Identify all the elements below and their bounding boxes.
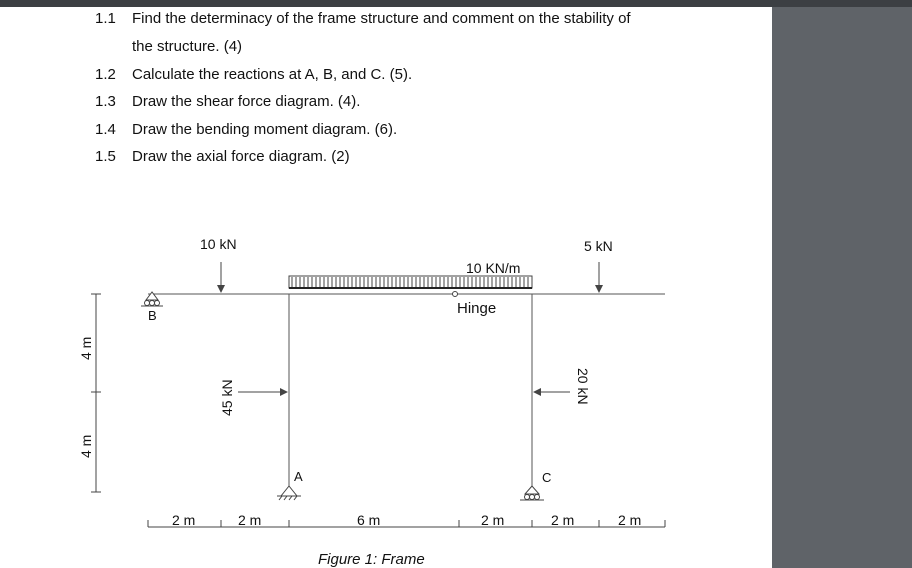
dimension-label-2m: 2 m bbox=[238, 512, 262, 528]
dimension-label-4m-lower: 4 m bbox=[78, 434, 94, 458]
point-load-arrow-2 bbox=[595, 262, 603, 293]
question-number: 1.5 bbox=[95, 148, 116, 165]
dimension-label-2m: 2 m bbox=[551, 512, 575, 528]
dimension-label-2m: 2 m bbox=[618, 512, 642, 528]
figure-caption: Figure 1: Frame bbox=[318, 551, 425, 568]
dimension-label-6m: 6 m bbox=[357, 512, 381, 528]
horizontal-load-arrow-1 bbox=[238, 388, 288, 396]
question-text: Draw the bending moment diagram. (6). bbox=[132, 121, 398, 138]
question-number: 1.2 bbox=[95, 66, 116, 83]
question-text: Draw the shear force diagram. (4). bbox=[132, 93, 361, 110]
viewer-top-bar bbox=[0, 0, 912, 7]
support-c-roller bbox=[520, 486, 544, 500]
load-label-45kn: 45 kN bbox=[219, 379, 235, 416]
hinge-label: Hinge bbox=[457, 300, 497, 317]
load-label-10kn: 10 kN bbox=[200, 236, 237, 252]
hinge-circle bbox=[453, 292, 458, 297]
load-label-20kn: 20 kN bbox=[575, 368, 591, 405]
udl-load bbox=[289, 276, 532, 288]
support-label-a: A bbox=[294, 469, 303, 484]
document-page bbox=[0, 7, 772, 568]
support-label-c: C bbox=[542, 470, 552, 485]
question-number: 1.3 bbox=[95, 93, 116, 110]
question-number: 1.4 bbox=[95, 121, 116, 138]
load-label-udl: 10 KN/m bbox=[466, 260, 521, 276]
horizontal-load-arrow-2 bbox=[533, 388, 570, 396]
question-text-continued: the structure. (4) bbox=[132, 38, 243, 55]
horizontal-dimension bbox=[148, 520, 665, 527]
point-load-arrow-1 bbox=[217, 262, 225, 293]
question-number: 1.1 bbox=[95, 10, 116, 27]
question-text: Find the determinacy of the frame structure and comment on the stability of bbox=[132, 10, 631, 27]
question-text: Calculate the reactions at A, B, and C. (5). bbox=[132, 66, 413, 83]
vertical-dimension bbox=[91, 294, 101, 492]
support-label-b: B bbox=[148, 308, 157, 323]
frame-figure bbox=[0, 7, 772, 568]
support-a-pin bbox=[277, 486, 301, 500]
question-text: Draw the axial force diagram. (2) bbox=[132, 148, 350, 165]
dimension-label-2m: 2 m bbox=[481, 512, 505, 528]
dimension-label-2m: 2 m bbox=[172, 512, 196, 528]
dimension-label-4m-upper: 4 m bbox=[78, 336, 94, 360]
load-label-5kn: 5 kN bbox=[584, 238, 613, 254]
